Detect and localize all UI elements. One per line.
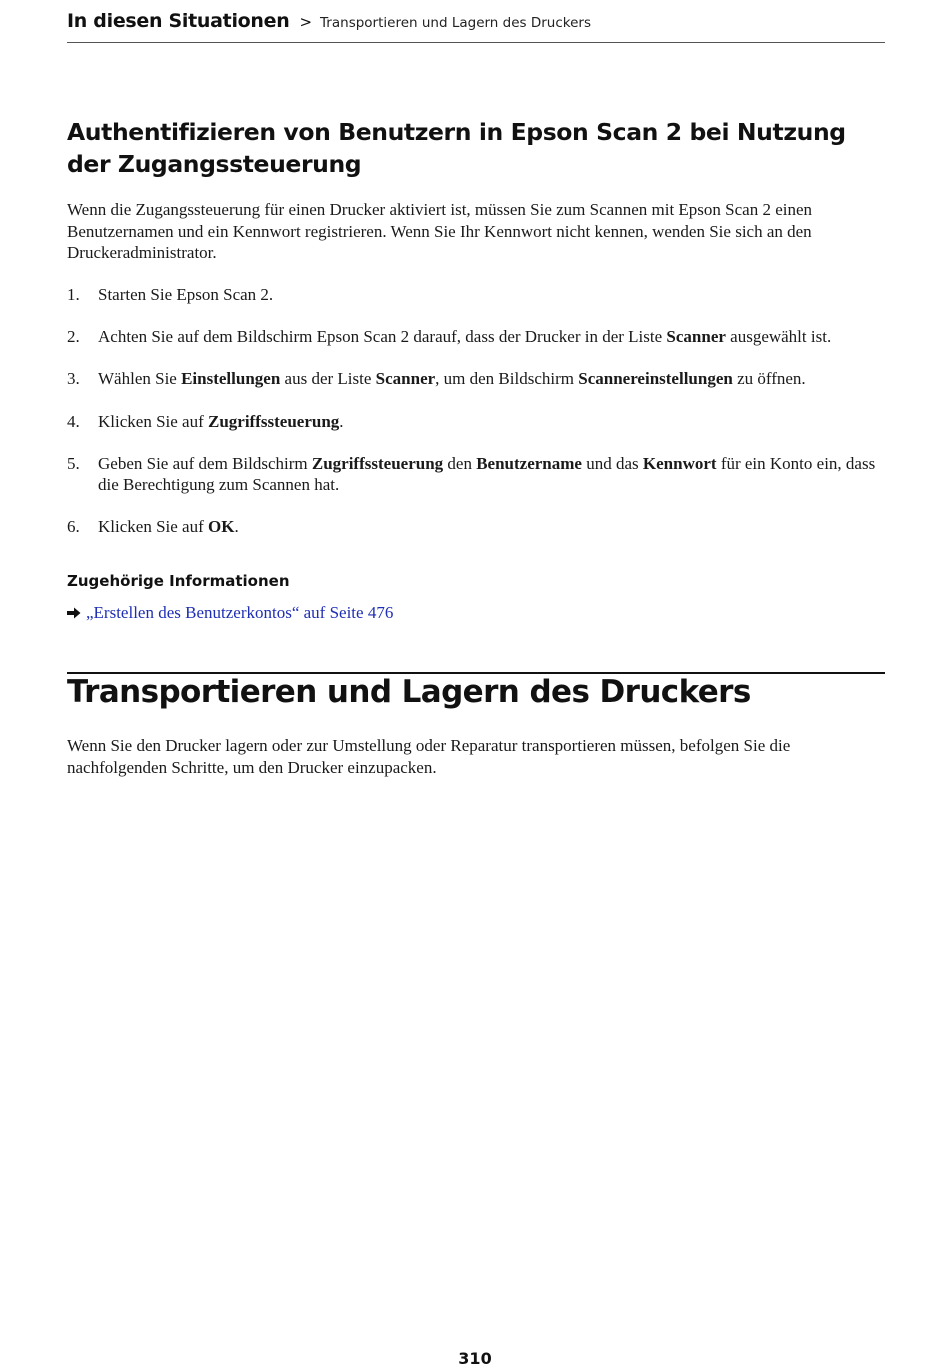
ui-term: Kennwort bbox=[642, 453, 717, 473]
ui-term: Einstellungen bbox=[181, 369, 281, 389]
page-number: 310 bbox=[458, 1349, 492, 1368]
step-text: Wählen Sie Einstellungen aus der Liste Scanner, um den Bildschirm Scannereinstellungen zu öffnen. bbox=[98, 369, 806, 389]
auth-intro-paragraph: Wenn die Zugangssteuerung für einen Drucker aktiviert ist, müssen Sie zum Scannen mit Epson Scan 2 einen Benutzernamen und ein Kennwort registrieren. Wenn Sie Ihr Kennwort nicht kennen, wenden Sie sich an den Druckeradministrator. bbox=[67, 200, 813, 262]
related-link-row bbox=[67, 603, 393, 623]
ui-term: Zugriffssteuerung bbox=[208, 411, 340, 431]
step-text: Starten Sie Epson Scan 2. bbox=[98, 285, 274, 304]
step-item bbox=[67, 411, 885, 433]
transport-section-title: Transportieren und Lagern des Druckers bbox=[67, 674, 751, 710]
ui-term: Scanner bbox=[375, 369, 436, 389]
ui-term: Scannereinstellungen bbox=[578, 369, 733, 389]
step-number: 2. bbox=[67, 327, 80, 347]
step-number: 3. bbox=[67, 369, 80, 389]
step-item bbox=[67, 368, 885, 390]
related-info-heading: Zugehörige Informationen bbox=[67, 572, 290, 590]
header-section-title: In diesen Situationen bbox=[67, 10, 290, 32]
auth-section-title: Authentifizieren von Benutzern in Epson Scan 2 bei Nutzung der Zugangssteuerung bbox=[67, 118, 846, 178]
step-text: Achten Sie auf dem Bildschirm Epson Scan 2 darauf, dass der Drucker in der Liste Scanner ausgewählt ist. bbox=[98, 327, 832, 347]
header-topic: Transportieren und Lagern des Druckers bbox=[320, 15, 592, 31]
step-item bbox=[67, 326, 885, 348]
ui-term: Benutzername bbox=[476, 453, 582, 473]
step-text: Klicken Sie auf OK. bbox=[98, 517, 239, 537]
steps-list bbox=[67, 284, 885, 559]
related-link[interactable]: „Erstellen des Benutzerkontos“ auf Seite 476 bbox=[86, 603, 394, 622]
ui-term: Scanner bbox=[666, 327, 726, 347]
step-number: 1. bbox=[67, 285, 80, 304]
header-separator: > bbox=[299, 13, 313, 31]
step-item bbox=[67, 284, 885, 306]
transport-paragraph: Wenn Sie den Drucker lagern oder zur Umstellung oder Reparatur transportieren müssen, befolgen Sie die nachfolgenden Schritte, um den Drucker einzupacken. bbox=[67, 736, 791, 777]
step-number: 5. bbox=[67, 453, 80, 473]
step-text: Klicken Sie auf Zugriffssteuerung. bbox=[98, 411, 344, 431]
ui-term: OK bbox=[208, 517, 235, 537]
step-item bbox=[67, 516, 885, 538]
running-header bbox=[67, 10, 885, 43]
step-number: 6. bbox=[67, 517, 80, 537]
ui-term: Zugriffssteuerung bbox=[311, 453, 444, 473]
step-item bbox=[67, 453, 885, 496]
step-number: 4. bbox=[67, 411, 80, 431]
arrow-right-icon bbox=[67, 607, 81, 619]
step-text: Geben Sie auf dem Bildschirm Zugriffssteuerung den Benutzername und das Kennwort für ein Konto ein, dass die Berechtigung zum Scannen hat. bbox=[98, 453, 876, 495]
